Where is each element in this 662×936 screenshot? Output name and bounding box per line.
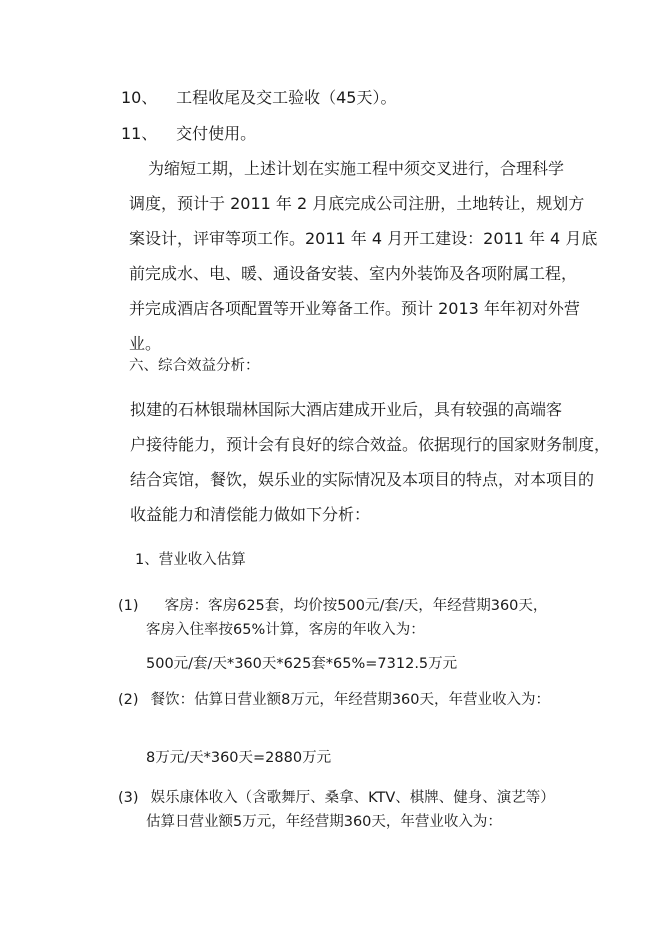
item-number: (3) <box>118 790 139 806</box>
item-text: 工程收尾及交工验收（45天）。 <box>176 88 397 107</box>
paragraph-line: 调度，预计于 2011 年 2 月底完成公司注册，土地转让，规划方 <box>129 194 585 213</box>
item-number: 10、 <box>121 88 158 107</box>
rooms-item <box>118 596 547 616</box>
item-number: (1) <box>118 598 139 614</box>
paragraph-line: 收益能力和清偿能力做如下分析： <box>130 505 371 524</box>
entertainment-line-2: 估算日营业额5万元，年经营期360天，年营业收入为： <box>146 814 502 830</box>
entertainment-item <box>118 788 555 808</box>
rooms-formula: 500元/套/天*360天*625套*65%=7312.5万元 <box>146 656 458 672</box>
paragraph-line: 案设计，评审等项工作。2011 年 4 月开工建设：2011 年 4 月底 <box>129 229 598 248</box>
item-text: 交付使用。 <box>176 124 257 143</box>
subsection-heading: 1、营业收入估算 <box>135 552 246 568</box>
paragraph-line: 拟建的石林银瑞林国际大酒店建成开业后，具有较强的高端客 <box>130 400 563 419</box>
section-heading: 六、综合效益分析： <box>129 358 260 374</box>
item-text: 娱乐康体收入（含歌舞厅、桑拿、KTV、棋牌、健身、演艺等） <box>150 790 555 806</box>
item-10 <box>121 88 396 108</box>
dining-formula: 8万元/天*360天=2880万元 <box>146 750 332 766</box>
item-11 <box>121 124 256 144</box>
paragraph-line: 结合宾馆，餐饮，娱乐业的实际情况及本项目的特点，对本项目的 <box>130 470 595 489</box>
paragraph-line: 为缩短工期，上述计划在实施工程中须交叉进行，合理科学 <box>148 159 565 178</box>
paragraph-line: 业。 <box>129 334 162 353</box>
item-text: 客房：客房625套，均价按500元/套/天，年经营期360天， <box>164 598 548 614</box>
dining-item <box>118 690 550 710</box>
paragraph-line: 户接待能力，预计会有良好的综合效益。依据现行的国家财务制度， <box>130 435 611 454</box>
item-text: 餐饮：估算日营业额8万元，年经营期360天，年营业收入为： <box>150 692 551 708</box>
item-number: (2) <box>118 692 139 708</box>
paragraph-line: 前完成水、电、暖、通设备安装、室内外装饰及各项附属工程， <box>129 264 578 283</box>
item-number: 11、 <box>121 124 158 143</box>
paragraph-line: 并完成酒店各项配置等开业筹备工作。预计 2013 年年初对外营 <box>129 299 580 318</box>
rooms-line-2: 客房入住率按65%计算，客房的年收入为： <box>146 622 425 638</box>
